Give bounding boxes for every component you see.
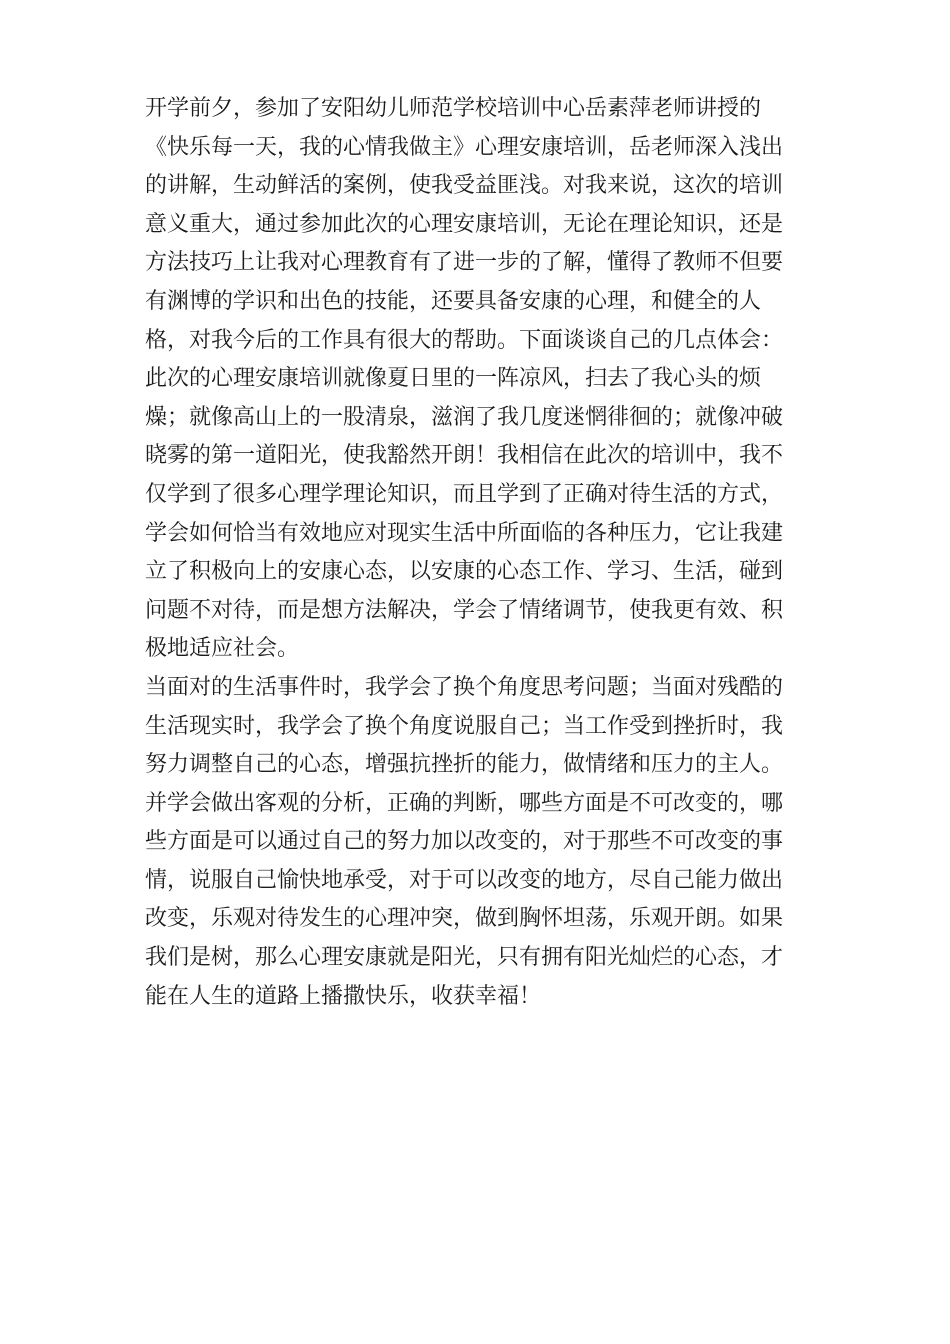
text-line: 并学会做出客观的分析，正确的判断，哪些方面是不可改变的，哪 (145, 790, 784, 816)
text-line: 燥；就像高山上的一股清泉，滋润了我几度迷惘徘徊的；就像冲破 (145, 404, 784, 430)
text-line: 能在人生的道路上播撒快乐，收获幸福！ (145, 983, 542, 1009)
text-line: 极地适应社会。 (145, 636, 300, 662)
text-line: 立了积极向上的安康心态，以安康的心态工作、学习、生活，碰到 (145, 559, 784, 585)
text-line: 改变，乐观对待发生的心理冲突，做到胸怀坦荡，乐观开朗。如果 (145, 906, 784, 932)
text-line: 此次的心理安康培训就像夏日里的一阵凉风，扫去了我心头的烦 (145, 366, 762, 392)
text-line: 晓雾的第一道阳光，使我豁然开朗！我相信在此次的培训中，我不 (145, 443, 784, 469)
text-line: 当面对的生活事件时，我学会了换个角度思考问题；当面对残酷的 (145, 674, 784, 700)
text-line: 仅学到了很多心理学理论知识，而且学到了正确对待生活的方式， (145, 481, 784, 507)
text-line: 努力调整自己的心态，增强抗挫折的能力，做情绪和压力的主人。 (145, 752, 784, 778)
text-line: 情，说服自己愉快地承受，对于可以改变的地方，尽自己能力做出 (145, 867, 784, 893)
text-line: 问题不对待，而是想方法解决，学会了情绪调节，使我更有效、积 (145, 597, 784, 623)
text-line: 开学前夕，参加了安阳幼儿师范学校培训中心岳素萍老师讲授的 (145, 96, 762, 121)
text-line: 些方面是可以通过自己的努力加以改变的，对于那些不可改变的事 (145, 829, 784, 855)
text-line: 的讲解，生动鲜活的案例，使我受益匪浅。对我来说，这次的培训 (145, 173, 784, 199)
text-line: 《快乐每一天，我的心情我做主》心理安康培训，岳老师深入浅出 (145, 134, 784, 160)
text-line: 学会如何恰当有效地应对现实生活中所面临的各种压力，它让我建 (145, 520, 784, 546)
body-text (145, 90, 805, 1016)
text-line: 生活现实时，我学会了换个角度说服自己；当工作受到挫折时，我 (145, 713, 784, 739)
text-line: 我们是树，那么心理安康就是阳光，只有拥有阳光灿烂的心态，才 (145, 945, 784, 971)
text-line: 有渊博的学识和出色的技能，还要具备安康的心理，和健全的人 (145, 288, 762, 314)
text-line: 方法技巧上让我对心理教育有了进一步的了解，懂得了教师不但要 (145, 250, 784, 276)
text-line: 意义重大，通过参加此次的心理安康培训，无论在理论知识，还是 (145, 211, 784, 237)
text-line: 格，对我今后的工作具有很大的帮助。下面谈谈自己的几点体会： (145, 327, 784, 353)
